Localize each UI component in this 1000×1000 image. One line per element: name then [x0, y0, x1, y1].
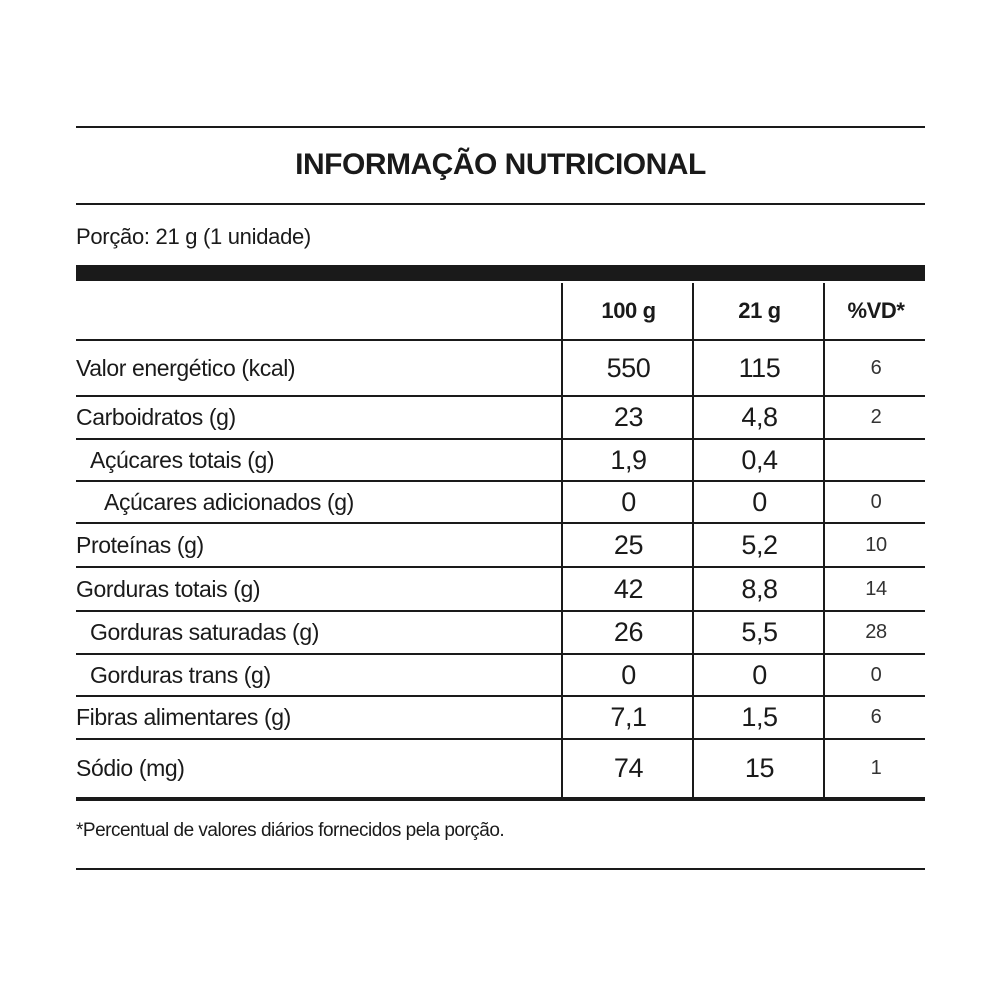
- nutrient-name: Carboidratos (g): [76, 404, 236, 430]
- value-portion: 0: [692, 655, 825, 695]
- value-100g: 23: [561, 397, 694, 438]
- title-rule: [76, 203, 925, 205]
- table-bottom-rule: [76, 797, 925, 801]
- footnote: *Percentual de valores diários fornecidos pela porção.: [76, 820, 505, 841]
- value-vd: 0: [823, 655, 927, 695]
- thick-rule: [76, 265, 925, 281]
- table-row: [76, 397, 925, 440]
- label-title: INFORMAÇÃO NUTRICIONAL: [295, 148, 706, 181]
- nutrition-facts-label: [76, 126, 925, 872]
- value-vd: 6: [823, 341, 927, 395]
- value-portion: 8,8: [692, 568, 825, 610]
- header-nutrient: [76, 283, 561, 339]
- value-portion: 5,2: [692, 524, 825, 566]
- nutrient-name: Açúcares adicionados (g): [104, 488, 354, 515]
- header-100g: 100 g: [561, 283, 694, 339]
- value-100g: 1,9: [561, 440, 694, 480]
- nutrient-name: Gorduras saturadas (g): [90, 619, 319, 645]
- value-100g: 26: [561, 612, 694, 653]
- bottom-rule: [76, 868, 925, 870]
- value-vd: [823, 440, 927, 480]
- value-100g: 550: [561, 341, 694, 395]
- value-portion: 0: [692, 482, 825, 522]
- table-row: [76, 655, 925, 697]
- value-vd: 14: [823, 568, 927, 610]
- value-vd: 28: [823, 612, 927, 653]
- value-portion: 4,8: [692, 397, 825, 438]
- nutrient-name: Gorduras totais (g): [76, 575, 261, 602]
- table-row: [76, 612, 925, 655]
- nutrient-name: Fibras alimentares (g): [76, 704, 291, 730]
- value-100g: 7,1: [561, 697, 694, 738]
- value-100g: 0: [561, 482, 694, 522]
- top-rule: [76, 126, 925, 128]
- value-vd: 10: [823, 524, 927, 566]
- nutrient-name: Proteínas (g): [76, 531, 204, 558]
- table-row: [76, 482, 925, 524]
- value-portion: 115: [692, 341, 825, 395]
- table-row: [76, 568, 925, 612]
- value-vd: 6: [823, 697, 927, 738]
- table-row: [76, 440, 925, 482]
- value-vd: 2: [823, 397, 927, 438]
- value-100g: 25: [561, 524, 694, 566]
- table-row: [76, 740, 925, 797]
- table-row: [76, 697, 925, 740]
- value-vd: 1: [823, 740, 927, 797]
- value-portion: 0,4: [692, 440, 825, 480]
- portion-size: Porção: 21 g (1 unidade): [76, 224, 311, 249]
- header-vd: %VD*: [823, 283, 927, 339]
- value-100g: 74: [561, 740, 694, 797]
- value-vd: 0: [823, 482, 927, 522]
- nutrient-name: Gorduras trans (g): [90, 661, 271, 688]
- table-row: [76, 341, 925, 397]
- value-100g: 42: [561, 568, 694, 610]
- table-header-row: [76, 283, 925, 341]
- header-portion: 21 g: [692, 283, 825, 339]
- nutrient-name: Açúcares totais (g): [90, 446, 275, 473]
- value-portion: 5,5: [692, 612, 825, 653]
- value-portion: 15: [692, 740, 825, 797]
- value-portion: 1,5: [692, 697, 825, 738]
- nutrient-name: Sódio (mg): [76, 755, 185, 781]
- value-100g: 0: [561, 655, 694, 695]
- nutrient-name: Valor energético (kcal): [76, 354, 296, 381]
- table-row: [76, 524, 925, 568]
- nutrition-table: [76, 283, 925, 797]
